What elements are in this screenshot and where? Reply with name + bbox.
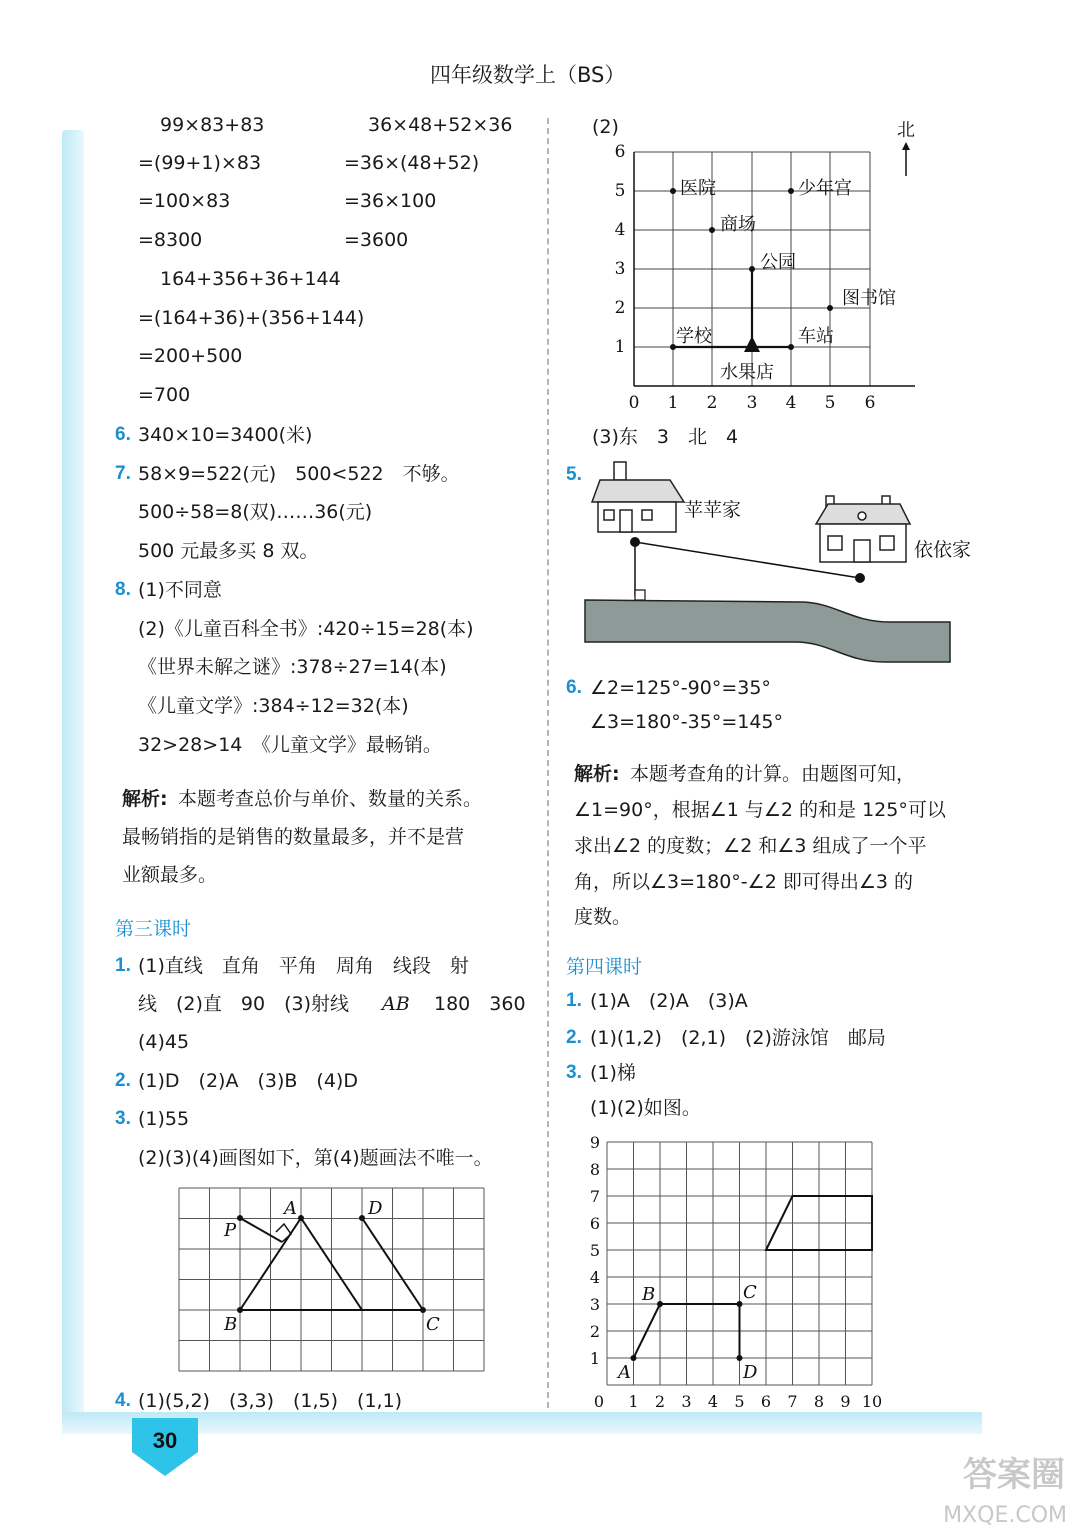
x-tick: 3 — [681, 1392, 692, 1411]
answer-text: (2)(3)(4)画图如下，第(4)题画法不唯一。 — [138, 1147, 493, 1169]
north-arrow-icon — [902, 142, 910, 176]
analysis-text: 最畅销指的是销售的数量最多，并不是营 — [122, 826, 465, 848]
x-tick: 2 — [654, 1392, 666, 1411]
answer-text: (1)(5,2) (3,3) (1,5) (1,1) — [138, 1390, 403, 1412]
question-number: 2. — [115, 1070, 131, 1091]
x-tick: 6 — [760, 1392, 772, 1411]
point-c — [420, 1307, 426, 1313]
section-title: 第四课时 — [566, 956, 643, 978]
answer-text: (1)直线 直角 平角 周角 线段 射 — [138, 955, 469, 977]
point-c — [737, 1301, 743, 1307]
y-tick: 8 — [589, 1160, 601, 1179]
calc-c-line: =700 — [138, 384, 191, 406]
calc-b-line: =36×100 — [344, 190, 437, 212]
x-tick: 5 — [734, 1392, 745, 1411]
calc-b-line: 36×48+52×36 — [368, 114, 513, 136]
place-label: 少年宫 — [798, 178, 852, 199]
watermark-url: MXQE.COM — [943, 1503, 1067, 1528]
label-c: C — [743, 1282, 757, 1303]
question-number: 1. — [566, 990, 582, 1011]
place-label: 医院 — [680, 178, 716, 199]
answer-text: 58×9=522(元) 500<522 不够。 — [138, 463, 460, 485]
houses-river-figure — [580, 456, 975, 668]
answer-text: 500÷58=8(双)……36(元) — [138, 501, 373, 523]
question-number: 7. — [115, 463, 131, 484]
place-label: 车站 — [798, 326, 834, 347]
y-tick: 3 — [589, 1295, 601, 1314]
point-p — [237, 1215, 243, 1221]
column-divider — [547, 118, 549, 1408]
answer-text: 180 360 — [434, 993, 526, 1015]
label-a: A — [618, 1362, 631, 1383]
calc-c-line: =(164+36)+(356+144) — [138, 307, 365, 329]
fruit-store-marker-icon — [744, 336, 760, 352]
house-icon — [816, 496, 910, 562]
watermark-logo: 答案圈 — [963, 1455, 1065, 1495]
place-label: 公园 — [760, 252, 796, 273]
house1-label: 苹苹家 — [684, 499, 742, 521]
y-tick: 2 — [589, 1322, 601, 1341]
x-tick: 6 — [864, 393, 876, 413]
calc-a-line: =(99+1)×83 — [138, 152, 262, 174]
analysis-text: 度数。 — [574, 906, 632, 928]
point-a — [298, 1215, 304, 1221]
point-hospital — [670, 188, 676, 194]
bottom-band — [62, 1412, 982, 1434]
point-station — [788, 344, 794, 350]
question-number: 4. — [115, 1390, 131, 1411]
coordinate-grid-figure — [584, 1130, 884, 1415]
label-c: C — [426, 1314, 440, 1335]
x-tick: 1 — [628, 1392, 639, 1411]
y-tick: 6 — [614, 142, 626, 162]
y-tick: 7 — [589, 1187, 601, 1206]
answer-text: AB — [382, 993, 410, 1015]
question-number: 8. — [115, 579, 131, 600]
x-tick: 4 — [707, 1392, 719, 1411]
x-tick: 3 — [746, 393, 758, 413]
question-number: 3. — [115, 1108, 131, 1129]
answer-text: ∠3=180°-35°=145° — [590, 711, 784, 733]
label-b: B — [642, 1284, 656, 1305]
x-tick: 4 — [785, 393, 797, 413]
place-label: 图书馆 — [842, 288, 896, 309]
house2-label: 依依家 — [914, 539, 972, 561]
analysis-text: 本题考查角的计算。由题图可知， — [630, 763, 916, 785]
answer-text: (2) — [592, 116, 619, 138]
north-label: 北 — [897, 120, 915, 141]
x-tick: 2 — [706, 393, 718, 413]
y-tick: 4 — [614, 220, 626, 240]
y-tick: 1 — [589, 1349, 601, 1368]
answer-text: (2)《儿童百科全书》:420÷15=28(本) — [138, 618, 474, 640]
answer-text: 《儿童文学》:384÷12=32(本) — [138, 695, 409, 717]
point-youth-palace — [788, 188, 794, 194]
x-tick: 0 — [593, 1392, 605, 1411]
answer-text: ∠2=125°-90°=35° — [590, 677, 771, 699]
question-number: 2. — [566, 1027, 582, 1048]
river — [585, 600, 950, 662]
calc-a-line: =100×83 — [138, 190, 231, 212]
label-a: A — [284, 1198, 297, 1219]
y-tick: 5 — [589, 1241, 601, 1260]
label-d: D — [743, 1362, 758, 1383]
place-label: 水果店 — [720, 362, 774, 383]
calc-c-line: =200+500 — [138, 345, 243, 367]
grid-lines — [179, 1188, 484, 1371]
place-label: 学校 — [676, 326, 712, 347]
x-tick: 9 — [840, 1392, 851, 1411]
answer-text: (1)梯 — [590, 1062, 636, 1084]
answer-text: (1)不同意 — [138, 579, 222, 601]
question-number: 6. — [566, 677, 582, 698]
section-title: 第三课时 — [115, 918, 192, 940]
analysis-text: ∠1=90°，根据∠1 与∠2 的和是 125°可以 — [574, 799, 946, 821]
answer-text: (1)A (2)A (3)A — [590, 990, 748, 1012]
y-tick: 3 — [614, 259, 626, 279]
calc-b-line: =3600 — [344, 229, 409, 251]
y-tick: 5 — [614, 181, 626, 201]
y-tick: 6 — [589, 1214, 601, 1233]
question-number: 5. — [566, 464, 582, 485]
geometry-grid-figure — [178, 1186, 486, 1372]
house-icon — [592, 462, 684, 532]
question-number: 6. — [115, 424, 131, 445]
label-b: B — [224, 1314, 238, 1335]
x-tick: 8 — [813, 1392, 825, 1411]
label-p: P — [224, 1220, 237, 1241]
answer-text: 线 (2)直 90 (3)射线 — [138, 993, 350, 1015]
x-tick: 0 — [628, 393, 640, 413]
y-tick: 1 — [614, 337, 626, 357]
calc-a-line: =8300 — [138, 229, 203, 251]
point-d — [737, 1355, 743, 1361]
label-d: D — [368, 1198, 383, 1219]
page-number: 30 — [152, 1428, 178, 1453]
x-tick: 10 — [861, 1392, 883, 1411]
point-mall — [709, 227, 715, 233]
calc-a-line: 99×83+83 — [160, 114, 265, 136]
left-margin-band — [62, 130, 84, 1425]
x-tick: 1 — [667, 393, 679, 413]
answer-text: (1)D (2)A (3)B (4)D — [138, 1070, 358, 1092]
question-number: 1. — [115, 955, 131, 976]
answer-text: (1)55 — [138, 1108, 190, 1130]
calc-c-line: 164+356+36+144 — [160, 268, 341, 290]
answer-text: (4)45 — [138, 1031, 190, 1053]
answer-text: 500 元最多买 8 双。 — [138, 540, 319, 562]
answer-text: 32>28>14 《儿童文学》最畅销。 — [138, 734, 442, 756]
x-tick: 5 — [824, 393, 836, 413]
analysis-text: 求出∠2 的度数；∠2 和∠3 组成了一个平 — [574, 835, 927, 857]
answer-text: 340×10=3400(米) — [138, 424, 313, 446]
point-d — [359, 1215, 365, 1221]
analysis-label: 解析: — [122, 788, 168, 810]
point-b — [237, 1307, 243, 1313]
x-tick: 7 — [787, 1392, 798, 1411]
point-a — [631, 1355, 637, 1361]
place-label: 商场 — [720, 214, 756, 235]
answer-text: (1)(1,2) (2,1) (2)游泳馆 邮局 — [590, 1027, 886, 1049]
analysis-text: 业额最多。 — [122, 864, 218, 886]
page-number-badge — [132, 1418, 198, 1478]
y-tick: 4 — [589, 1268, 601, 1287]
answer-text: 《世界未解之谜》:378÷27=14(本) — [138, 656, 447, 678]
question-number: 3. — [566, 1062, 582, 1083]
y-tick: 2 — [614, 298, 626, 318]
answer-text: (3)东 3 北 4 — [592, 426, 739, 448]
calc-b-line: =36×(48+52) — [344, 152, 480, 174]
answer-text: (1)(2)如图。 — [590, 1097, 701, 1119]
analysis-label: 解析: — [574, 763, 620, 785]
point-park — [749, 266, 755, 272]
y-tick: 9 — [589, 1133, 601, 1152]
location-map — [600, 112, 925, 417]
point-b — [657, 1301, 663, 1307]
analysis-text: 角，所以∠3=180°-∠2 即可得出∠3 的 — [574, 871, 913, 893]
analysis-text: 本题考查总价与单价、数量的关系。 — [178, 788, 483, 810]
point-library — [827, 305, 833, 311]
page-header-title: 四年级数学上（BS） — [430, 63, 626, 87]
